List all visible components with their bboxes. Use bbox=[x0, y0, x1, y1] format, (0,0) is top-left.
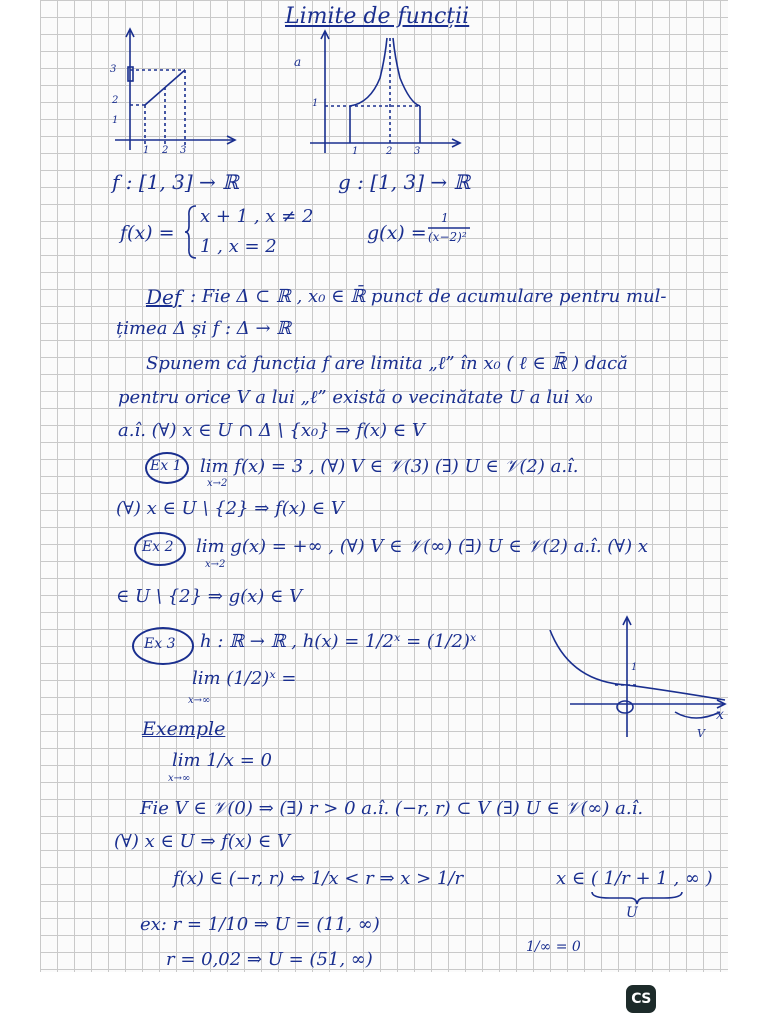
graph-f-xtick-2: 2 bbox=[162, 145, 169, 156]
graph-h-ytick: 1 bbox=[631, 662, 638, 673]
u-underbrace-label: U bbox=[626, 905, 638, 921]
f-def-case1: x + 1 , x ≠ 2 bbox=[200, 206, 314, 227]
ex3-label: Ex 3 bbox=[144, 636, 176, 652]
graph-f-xtick-3: 3 bbox=[180, 145, 187, 156]
proof-line-3b: x ∈ ( 1/r + 1 , ∞ ) bbox=[556, 868, 713, 889]
graph-f-xtick-1: 1 bbox=[143, 145, 150, 156]
camscanner-badge: CS bbox=[626, 985, 656, 1013]
ex2-line-2: ∈ U \ {2} ⇒ g(x) ∈ V bbox=[116, 586, 303, 607]
definition-line-2: țimea Δ și f : Δ → ℝ bbox=[116, 318, 292, 339]
graph-g-xtick-3: 3 bbox=[414, 146, 421, 157]
proof-example-line-1: ex: r = 1/10 ⇒ U = (11, ∞) bbox=[140, 914, 380, 935]
proof-line-2: (∀) x ∈ U ⇒ f(x) ∈ V bbox=[114, 831, 290, 852]
definition-line-1: : Fie Δ ⊂ ℝ , x₀ ∈ ℝ̄ punct de acumulare pentru mul- bbox=[190, 286, 667, 307]
graph-f-ytick-3: 3 bbox=[110, 64, 117, 75]
exemple-limit: lim 1/x = 0 bbox=[172, 750, 272, 771]
graph-g-ytick: 1 bbox=[312, 98, 319, 109]
graph-f-ytick-1: 1 bbox=[112, 115, 119, 126]
definition-line-4: pentru orice V a lui „ℓ” există o vecinătate U a lui x₀ bbox=[118, 387, 593, 408]
definition-line-5: a.î. (∀) x ∈ U ∩ Δ \ {x₀} ⇒ f(x) ∈ V bbox=[118, 420, 425, 441]
u-underbrace bbox=[590, 890, 685, 906]
ex1-lim-sub: x→2 bbox=[207, 478, 228, 489]
f-def-lhs: f(x) = bbox=[120, 222, 175, 244]
ex3-lim-sub: x→∞ bbox=[188, 695, 211, 706]
side-note: 1/∞ = 0 bbox=[526, 939, 581, 955]
graph-g-ylabel: a bbox=[294, 55, 302, 69]
exemple-lim-sub: x→∞ bbox=[168, 773, 191, 784]
f-def-brace bbox=[184, 204, 198, 260]
page-title: Limite de funcții bbox=[285, 4, 470, 29]
ex2-label: Ex 2 bbox=[142, 539, 174, 555]
f-def-case2: 1 , x = 2 bbox=[200, 236, 277, 257]
ex1-line-1: lim f(x) = 3 , (∀) V ∈ 𝒱(3) (∃) U ∈ 𝒱(2) a.î. bbox=[200, 456, 579, 477]
g-def-denominator: (x−2)² bbox=[428, 230, 467, 244]
definition-line-3: Spunem că funcția f are limita „ℓ” în x₀ ( ℓ ∈ ℝ̄ ) dacă bbox=[146, 353, 628, 374]
definition-label: Def bbox=[146, 285, 182, 309]
ex3-line-1: h : ℝ → ℝ , h(x) = 1/2ˣ = (1/2)ˣ bbox=[200, 631, 477, 652]
graph-g-xtick-2: 2 bbox=[386, 146, 393, 157]
g-domain: g : [1, 3] → ℝ bbox=[338, 170, 471, 194]
ex1-label: Ex 1 bbox=[150, 458, 182, 474]
proof-line-3: f(x) ∈ (−r, r) ⇔ 1/x < r ⇒ x > 1/r bbox=[173, 868, 464, 889]
graph-f-ytick-2: 2 bbox=[112, 95, 119, 106]
ex2-line-1: lim g(x) = +∞ , (∀) V ∈ 𝒱(∞) (∃) U ∈ 𝒱(2) a.î. (∀) x bbox=[196, 536, 649, 557]
proof-example-line-2: r = 0,02 ⇒ U = (51, ∞) bbox=[166, 949, 373, 970]
f-domain: f : [1, 3] → ℝ bbox=[112, 170, 239, 194]
graph-g-xtick-1: 1 bbox=[352, 146, 359, 157]
ex1-line-2: (∀) x ∈ U \ {2} ⇒ f(x) ∈ V bbox=[116, 498, 344, 519]
g-def-lhs: g(x) = bbox=[367, 222, 427, 244]
exemple-heading: Exemple bbox=[142, 718, 226, 740]
ex2-lim-sub: x→2 bbox=[205, 559, 226, 570]
graph-g bbox=[300, 28, 470, 168]
g-def-numerator: 1 bbox=[441, 211, 449, 225]
ex3-line-2: lim (1/2)ˣ = bbox=[192, 668, 297, 689]
graph-h-xlabel: x bbox=[716, 707, 724, 723]
graph-h-v-label: V bbox=[697, 727, 705, 740]
proof-line-1: Fie V ∈ 𝒱(0) ⇒ (∃) r > 0 a.î. (−r, r) ⊂ V (∃) U ∈ 𝒱(∞) a.î. bbox=[140, 798, 644, 819]
